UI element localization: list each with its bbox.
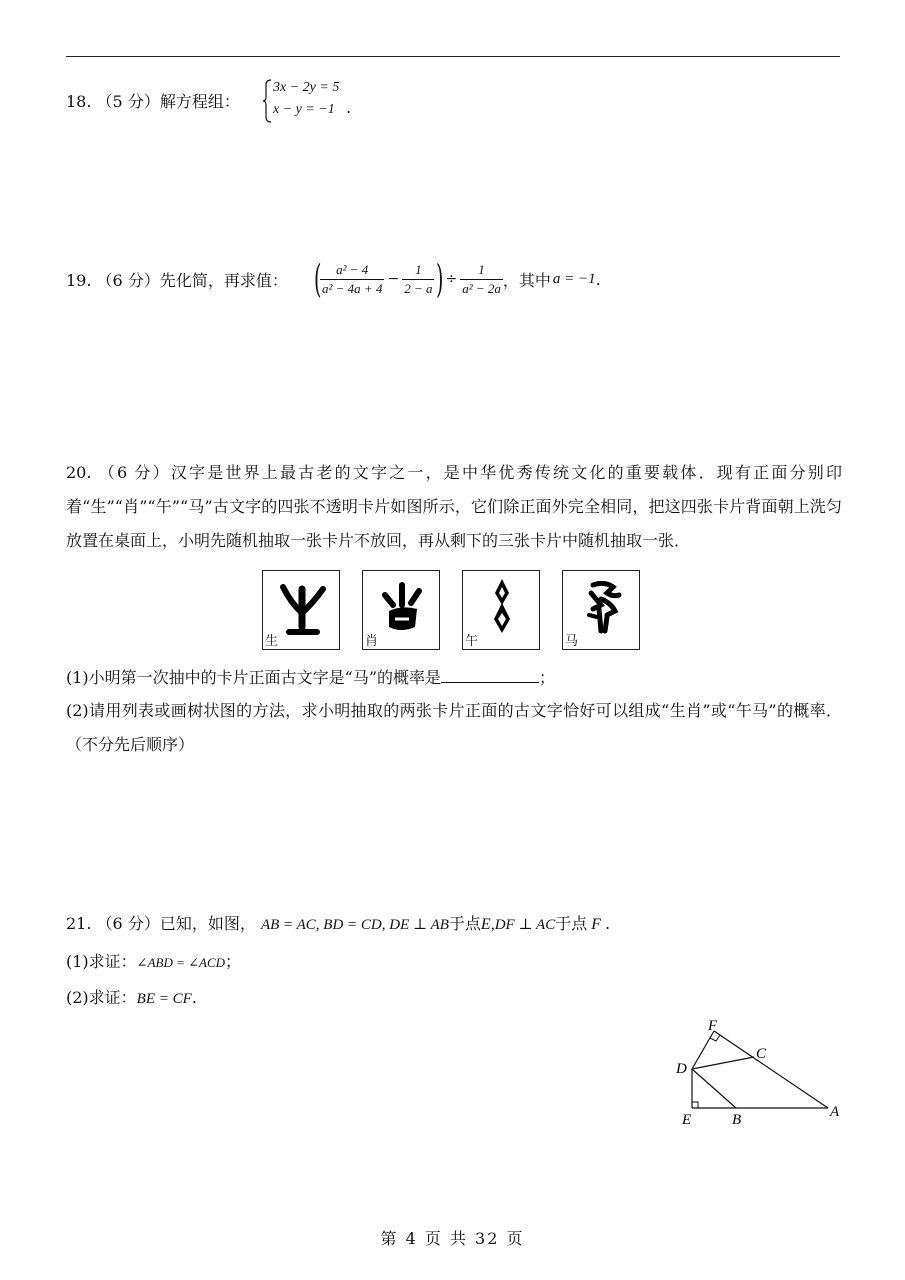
q21-end: . xyxy=(605,914,611,933)
segment-dc xyxy=(692,1057,754,1069)
q18-eq2: x − y = −1 xyxy=(273,102,335,117)
q20-points: （6 分） xyxy=(98,463,171,482)
segment-fa xyxy=(714,1031,828,1108)
header-rule xyxy=(66,56,840,57)
triangle-figure xyxy=(672,1014,852,1134)
question-20 xyxy=(66,456,842,558)
segment-df xyxy=(692,1031,714,1069)
q18-eq1: 3x − 2y = 5 xyxy=(273,80,340,95)
q19-minus: − xyxy=(387,271,400,287)
label-f: F xyxy=(708,1018,718,1034)
q21-part1-math: ∠ABD = ∠ACD xyxy=(136,955,225,970)
label-c: C xyxy=(756,1046,767,1062)
q19-points: （6 分） xyxy=(96,271,160,290)
q19-frac3-denominator: a² − 2a xyxy=(462,280,501,296)
q19-fraction-1 xyxy=(320,261,384,298)
ancient-sheng-icon xyxy=(271,575,333,637)
q19-divide: ÷ xyxy=(445,271,458,287)
question-19 xyxy=(66,270,288,292)
q21-part2-end: . xyxy=(191,988,197,1007)
q19-fraction-3 xyxy=(460,261,503,298)
question-18 xyxy=(66,92,240,112)
q20-number: 20. xyxy=(66,463,92,482)
q19-text: 先化简，再求值： xyxy=(159,271,288,290)
label-b: B xyxy=(732,1112,742,1128)
card-label-sheng: 生 xyxy=(265,634,279,649)
q19-fraction-2 xyxy=(402,261,434,298)
label-e: E xyxy=(682,1112,692,1128)
card-wu xyxy=(462,570,540,650)
card-xiao xyxy=(362,570,440,650)
q21-mid-2: 于点 xyxy=(555,914,588,933)
left-paren-icon: ( xyxy=(314,257,322,301)
q18-points: （5 分） xyxy=(96,92,160,111)
q21-number: 21. xyxy=(66,914,92,933)
q19-expression xyxy=(312,256,601,302)
q19-number: 19. xyxy=(66,271,92,290)
q21-text: 已知，如图， xyxy=(159,914,256,933)
card-label-ma: 马 xyxy=(565,634,579,649)
q21-part1-label: (1)求证： xyxy=(66,952,137,971)
q19-frac2-denominator: 2 − a xyxy=(404,280,433,296)
right-paren-icon: ) xyxy=(436,257,444,301)
card-ma xyxy=(562,570,640,650)
left-brace-icon xyxy=(262,79,272,123)
q20-part-2: (2)请用列表或画树状图的方法，求小明抽取的两张卡片正面的古文字恰好可以组成“生肖”或“午马”的概率．（不分先后顺序） xyxy=(66,701,842,754)
card-sheng xyxy=(262,570,340,650)
q21-part-2 xyxy=(66,988,197,1009)
q18-text: 解方程组： xyxy=(159,92,240,111)
q18-end: . xyxy=(346,98,352,117)
page-footer: 第 4 页 共 32 页 xyxy=(380,1229,525,1248)
q19-frac1-denominator: a² − 4a + 4 xyxy=(322,280,383,296)
answer-blank[interactable] xyxy=(441,666,539,683)
q21-part-1 xyxy=(66,952,241,973)
q21-point-e: E, xyxy=(480,916,495,933)
q18-equation-system xyxy=(262,78,352,124)
card-label-xiao: 肖 xyxy=(365,634,379,649)
card-label-wu: 午 xyxy=(465,634,479,649)
label-d: D xyxy=(676,1061,687,1077)
question-21 xyxy=(66,914,610,935)
q19-tail: ，其中 xyxy=(502,270,551,290)
q20-intro: 汉字是世界上最古老的文字之一，是中华优秀传统文化的重要载体．现有正面分别印着“生”“肖”“午”“马”古文字的四张不透明卡片如图所示，它们除正面外完全相同，把这四张卡片背面朝上洗匀放置在桌面上，小明先随机抽取一张卡片不放回，再从剩下的三张卡片中随机抽取一张． xyxy=(66,463,842,550)
q19-condition: a = −1 xyxy=(552,270,596,287)
q21-part2-label: (2)求证： xyxy=(66,988,137,1007)
q21-part2-math: BE = CF xyxy=(136,991,192,1007)
segment-db xyxy=(692,1069,736,1108)
q20-part1-text: (1)小明第一次抽中的卡片正面古文字是“马”的概率是 xyxy=(66,668,442,687)
q18-number: 18. xyxy=(66,92,92,111)
q19-frac1-numerator: a² − 4 xyxy=(320,261,384,280)
q21-part1-end: ； xyxy=(225,952,242,971)
ancient-wu-icon xyxy=(471,575,533,637)
label-a: A xyxy=(830,1104,840,1120)
q21-condition-2: DF ⊥ AC xyxy=(494,917,556,933)
q19-frac2-numerator: 1 xyxy=(402,261,434,280)
q20-part1-end: ； xyxy=(539,668,556,687)
q20-part-1 xyxy=(66,666,555,688)
q21-condition-1: AB = AC, BD = CD, DE ⊥ AB xyxy=(260,917,449,933)
q21-points: （6 分） xyxy=(96,914,160,933)
q19-end: . xyxy=(595,269,601,289)
ancient-ma-icon xyxy=(571,575,633,637)
q19-frac3-numerator: 1 xyxy=(460,261,503,280)
right-angle-e-icon xyxy=(692,1102,698,1108)
ancient-xiao-icon xyxy=(371,575,433,637)
q21-point-f: F xyxy=(591,916,601,933)
q21-mid-1: 于点 xyxy=(448,914,481,933)
